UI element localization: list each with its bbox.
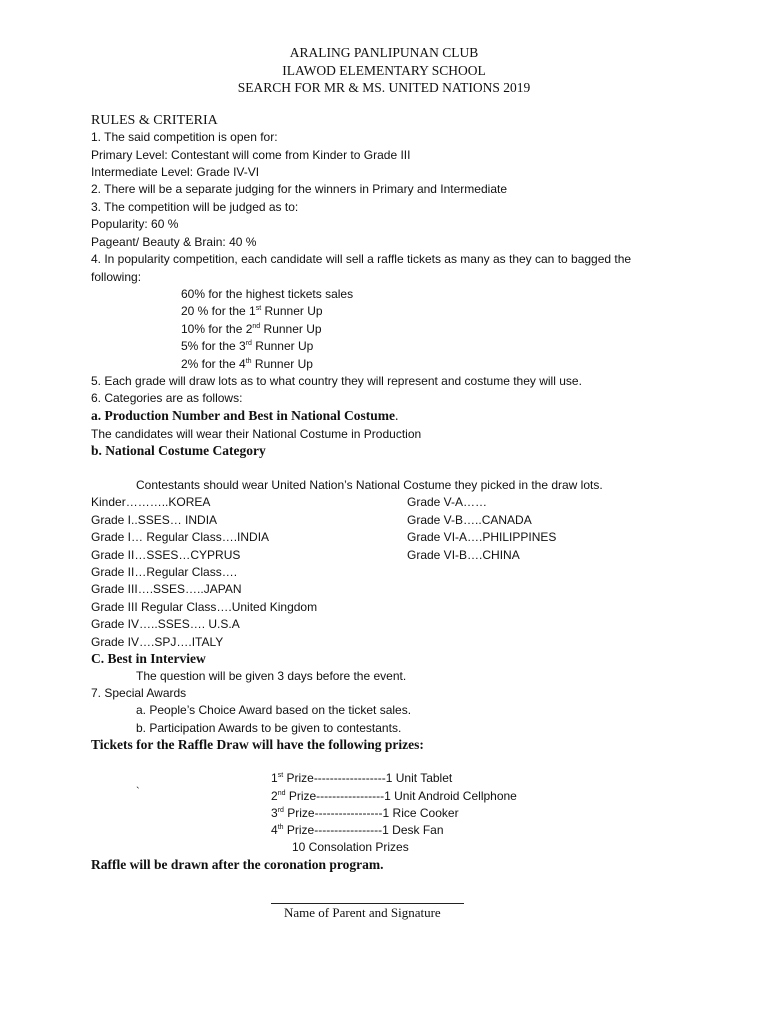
signature-line — [271, 903, 464, 904]
category-a-description: The candidates will wear their National Costume in Production — [91, 427, 422, 441]
header-school: ILAWOD ELEMENTARY SCHOOL — [282, 63, 486, 78]
special-award-a: a. People’s Choice Award based on the ticket sales. — [136, 703, 412, 717]
raffle-note: Raffle will be drawn after the coronation program. — [91, 857, 384, 872]
country-assignment: Grade III….SSES…..JAPAN — [91, 582, 242, 596]
country-assignment: Grade VI-B….CHINA — [407, 548, 520, 562]
rule-3: 3. The competition will be judged as to: — [91, 200, 299, 214]
popularity-share-2nd: 10% for the 2nd Runner Up — [181, 322, 322, 336]
raffle-title: Tickets for the Raffle Draw will have the following prizes: — [91, 737, 424, 752]
rule-popularity: Popularity: 60 % — [91, 217, 179, 231]
country-assignment: Grade VI-A….PHILIPPINES — [407, 530, 557, 544]
rule-pageant: Pageant/ Beauty & Brain: 40 % — [91, 235, 257, 249]
raffle-prize-3rd: 3rd Prize-----------------1 Rice Cooker — [271, 806, 459, 820]
category-a-title: a. Production Number and Best in National Costume. — [91, 408, 399, 423]
country-assignment: Grade V-B…..CANADA — [407, 513, 532, 527]
raffle-prize-2nd: 2nd Prize-----------------1 Unit Android Cellphone — [271, 789, 517, 803]
country-assignment: Grade II…SSES…CYPRUS — [91, 548, 241, 562]
popularity-share-1st: 20 % for the 1st Runner Up — [181, 304, 323, 318]
category-b-title: b. National Costume Category — [91, 443, 266, 458]
popularity-share-3rd: 5% for the 3rd Runner Up — [181, 339, 314, 353]
country-assignment: Grade I… Regular Class….INDIA — [91, 530, 270, 544]
popularity-share-highest: 60% for the highest tickets sales — [181, 287, 354, 301]
country-assignment: Grade V-A…… — [407, 495, 488, 509]
signature-label: Name of Parent and Signature — [284, 905, 441, 920]
header-club: ARALING PANLIPUNAN CLUB — [289, 45, 479, 60]
raffle-prize-4th: 4th Prize-----------------1 Desk Fan — [271, 823, 444, 837]
rule-6: 6. Categories are as follows: — [91, 391, 243, 405]
special-awards-title: 7. Special Awards — [91, 686, 187, 700]
special-award-b: b. Participation Awards to be given to contestants. — [136, 721, 402, 735]
rule-5: 5. Each grade will draw lots as to what country they will represent and costume they will use. — [91, 374, 582, 388]
category-c-title: C. Best in Interview — [91, 651, 206, 666]
stray-backtick: ` — [136, 786, 140, 798]
country-assignment: Grade II…Regular Class…. — [91, 565, 238, 579]
popularity-share-4th: 2% for the 4th Runner Up — [181, 357, 313, 371]
country-assignment: Grade IV….SPJ….ITALY — [91, 635, 224, 649]
rule-primary-level: Primary Level: Contestant will come from Kinder to Grade III — [91, 148, 411, 162]
header-event: SEARCH FOR MR & MS. UNITED NATIONS 2019 — [237, 80, 531, 95]
country-assignment: Kinder………..KOREA — [91, 495, 211, 509]
rule-4: 4. In popularity competition, each candidate will sell a raffle tickets as many as they can to bagged the — [91, 252, 632, 266]
rules-title: RULES & CRITERIA — [91, 113, 218, 128]
rule-2: 2. There will be a separate judging for the winners in Primary and Intermediate — [91, 182, 507, 196]
raffle-consolation: 10 Consolation Prizes — [292, 840, 409, 854]
rule-intermediate-level: Intermediate Level: Grade IV-VI — [91, 165, 260, 179]
country-assignment: Grade I..SSES… INDIA — [91, 513, 218, 527]
country-assignment: Grade IV…..SSES…. U.S.A — [91, 617, 240, 631]
category-c-description: The question will be given 3 days before the event. — [136, 669, 407, 683]
raffle-prize-1st: 1st Prize------------------1 Unit Tablet — [271, 771, 453, 785]
rule-4-cont: following: — [91, 270, 142, 284]
country-assignment: Grade III Regular Class….United Kingdom — [91, 600, 318, 614]
category-b-description: Contestants should wear United Nation’s National Costume they picked in the draw lots. — [136, 478, 603, 492]
rule-1: 1. The said competition is open for: — [91, 130, 278, 144]
